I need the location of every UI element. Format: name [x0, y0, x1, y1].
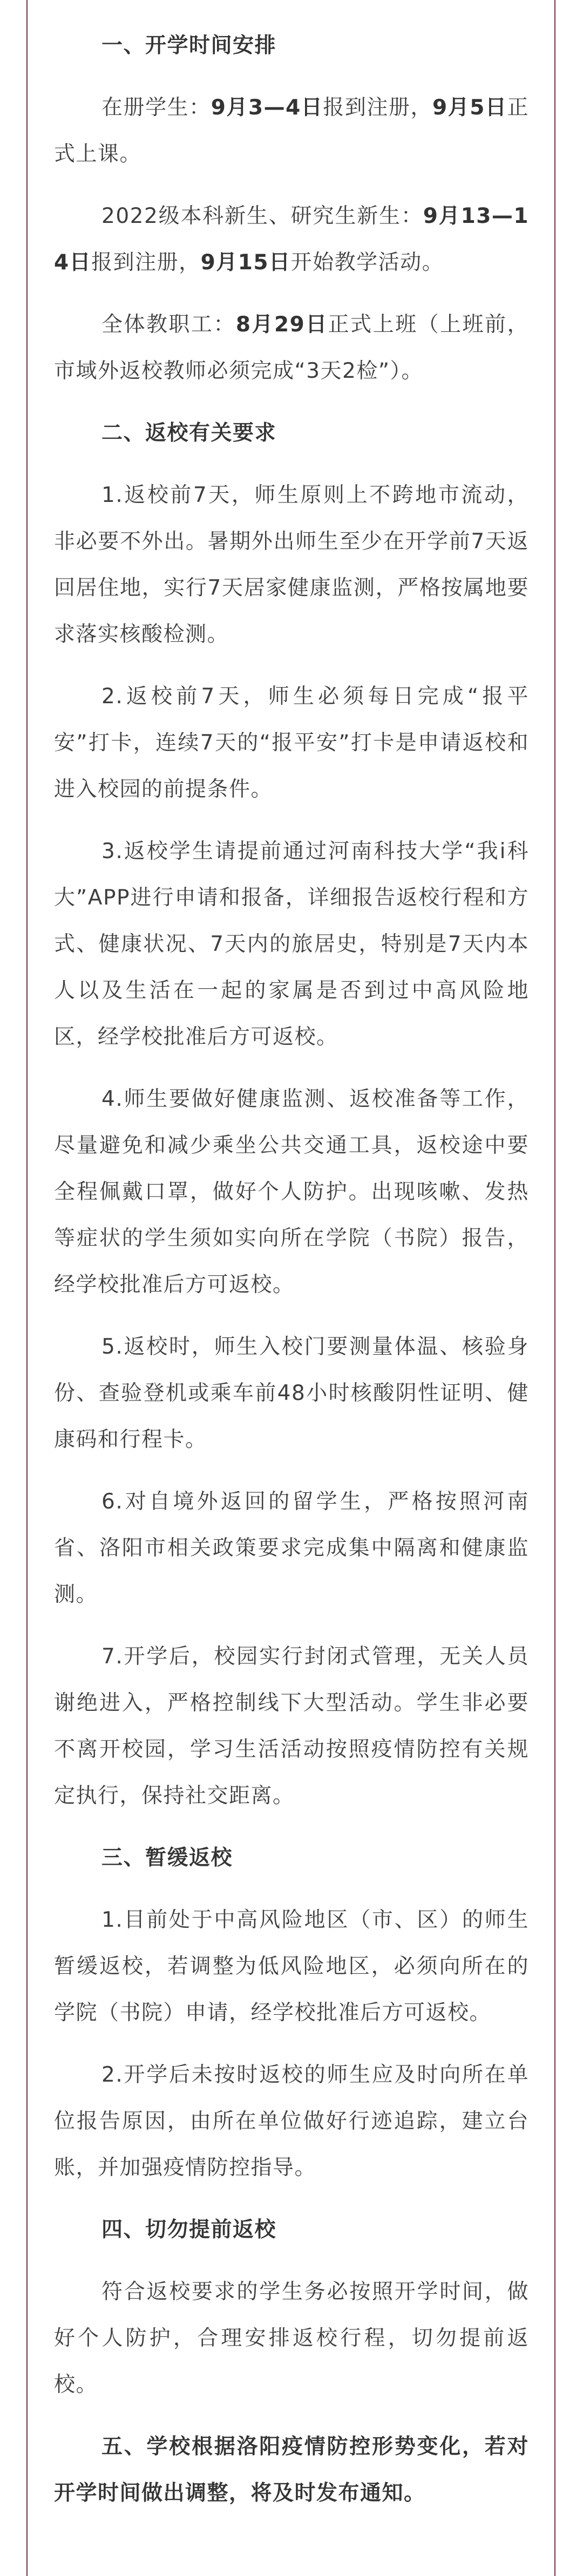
paragraph-text: 2022级本科新生、研究生新生： — [101, 204, 423, 228]
paragraph-text: 1.目前处于中高风险地区（市、区）的师生暂缓返校，若调整为低风险地区，必须向所在的学院（书院）申请，经学校批准后方可返校。 — [54, 1908, 529, 2025]
emphasized-date: 9月15日 — [200, 250, 291, 275]
paragraph-text: 3.返校学生请提前通过河南科技大学“我i科大”APP进行申请和报备，详细报告返校行程和方式、健康状况、7天内的旅居史，特别是7天内本人以及生活在一起的家属是否到过中高风险地区，经学校批准后方可返校。 — [54, 839, 529, 1049]
section-heading: 五、学校根据洛阳疫情防控形势变化，若对开学时间做出调整，将及时发布通知。 — [54, 2435, 529, 2505]
body-paragraph — [54, 85, 529, 178]
body-paragraph — [54, 1897, 529, 2036]
body-paragraph — [54, 1479, 529, 1618]
body-paragraph — [54, 828, 529, 1061]
body-paragraph — [54, 674, 529, 813]
emphasized-date: 9月5日 — [432, 96, 507, 120]
paragraph-gap — [54, 2253, 529, 2269]
paragraph-text: 报到注册， — [91, 250, 201, 275]
body-paragraph — [54, 193, 529, 286]
body-paragraph — [54, 1076, 529, 1308]
emphasized-date: 8月29日 — [235, 312, 328, 337]
paragraph-text: 6.对自境外返回的留学生，严格按照河南省、洛阳市相关政策要求完成集中隔离和健康监测。 — [54, 1490, 529, 1607]
paragraph-gap — [54, 395, 529, 410]
paragraph-text: 正式上课。 — [54, 96, 529, 166]
paragraph-text: 5.返校时，师生入校门要测量体温、核验身份、查验登机或乘车前48小时核酸阴性证明、健康码和行程卡。 — [54, 1335, 529, 1452]
paragraph-gap — [54, 2408, 529, 2424]
paragraph-gap — [54, 2036, 529, 2052]
paragraph-gap — [54, 1618, 529, 1634]
body-paragraph — [54, 2269, 529, 2408]
paragraph-text: 报到注册， — [323, 96, 433, 120]
section-heading: 四、切勿提前返校 — [101, 2218, 277, 2242]
paragraph-gap — [54, 813, 529, 828]
paragraph-text: 7.开学后，校园实行封闭式管理，无关人员谢绝进入，严格控制线下大型活动。学生非必要不离开校园，学习生活活动按照疫情防控有关规定执行，保持社交距离。 — [54, 1644, 529, 1808]
section-heading: 一、开学时间安排 — [101, 33, 277, 58]
paragraph-text: 4.师生要做好健康监测、返校准备等工作，尽量避免和减少乘坐公共交通工具，返校途中要全程佩戴口罩，做好个人防护。出现咳嗽、发热等症状的学生须如实向所在学院（书院）报告，经学校批准后方可返校。 — [54, 1087, 529, 1297]
paragraph-gap — [54, 1819, 529, 1835]
paragraph-gap — [54, 286, 529, 302]
paragraph-text: 2.返校前7天，师生必须每日完成“报平安”打卡，连续7天的“报平安”打卡是申请返校和进入校园的前提条件。 — [54, 684, 529, 801]
paragraph-gap — [54, 69, 529, 85]
paragraph-gap — [54, 2191, 529, 2207]
paragraph-text: 在册学生： — [101, 96, 211, 120]
body-paragraph — [54, 1324, 529, 1463]
section-heading: 三、暂缓返校 — [101, 1846, 233, 1870]
body-paragraph — [54, 1634, 529, 1819]
paragraph-gap — [54, 1061, 529, 1076]
paragraph-gap — [54, 1308, 529, 1324]
paragraph-gap — [54, 457, 529, 472]
paragraph-text: 1.返校前7天，师生原则上不跨地市流动，非必要不外出。暑期外出师生至少在开学前7天返回居住地，实行7天居家健康监测，严格按属地要求落实核酸检测。 — [54, 483, 529, 647]
paragraph-gap — [54, 1463, 529, 1479]
section-heading: 二、返校有关要求 — [101, 421, 277, 445]
paragraph-text: 2.开学后未按时返校的师生应及时向所在单位报告原因，由所在单位做好行迹追踪，建立台账，并加强疫情防控指导。 — [54, 2063, 529, 2180]
paragraph-text: 符合返校要求的学生务必按照开学时间，做好个人防护，合理安排返校行程，切勿提前返校。 — [54, 2280, 529, 2397]
paragraph-text: 全体教职工： — [101, 312, 236, 337]
body-paragraph — [54, 472, 529, 658]
emphasized-date: 9月3—4日 — [211, 96, 323, 120]
paragraph-text: 开始教学活动。 — [290, 250, 444, 275]
body-paragraph — [54, 2052, 529, 2191]
notice-body — [54, 23, 529, 2517]
paragraph-text: 正式上班（上班前，市域外返校教师必须完成“3天2检”）。 — [54, 312, 529, 383]
paragraph-gap — [54, 178, 529, 193]
paragraph-gap — [54, 1881, 529, 1897]
paragraph-gap — [54, 658, 529, 674]
body-paragraph — [54, 302, 529, 395]
emphasized-date: 9月13—14日 — [54, 204, 529, 275]
